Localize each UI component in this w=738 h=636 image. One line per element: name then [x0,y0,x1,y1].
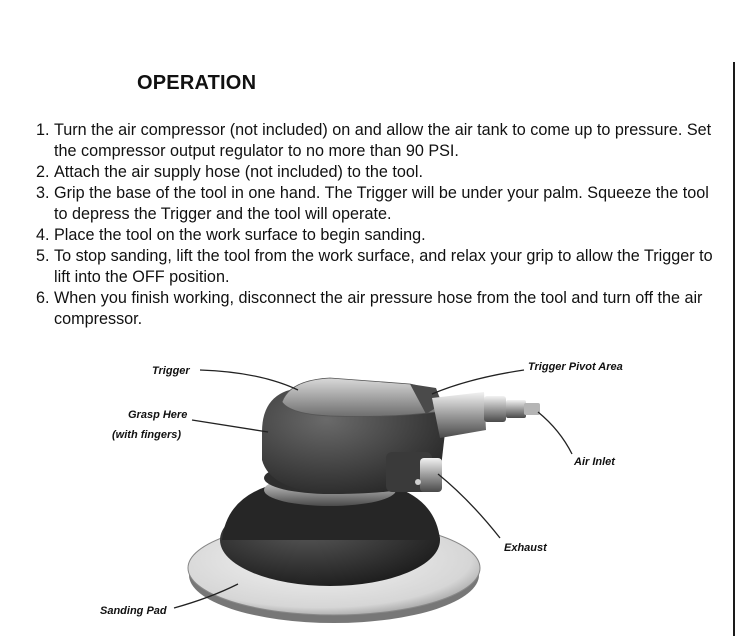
step-item: 2. Attach the air supply hose (not included) to the tool. [36,163,423,181]
label-grasp-line2: (with fingers) [112,429,182,441]
sander-diagram [0,340,738,636]
label-air-inlet: Air Inlet [574,456,615,468]
step-item: 3. Grip the base of the tool in one hand. The Trigger will be under your palm. Squeeze the tool to depress the Trigger and the tool will operate. [36,184,709,223]
operation-steps [36,120,716,330]
label-grasp-line1: Grasp Here [128,409,188,421]
step-item: 5. To stop sanding, lift the tool from the work surface, and relax your grip to allow the Trigger to lift into the OFF position. [36,247,713,286]
label-sanding-pad: Sanding Pad [100,605,167,617]
trigger-lever-shape [282,378,442,417]
step-item: 1. Turn the air compressor (not included) on and allow the air tank to come up to pressure. Set the compressor output regulator to no more than 90 PSI. [36,121,712,160]
step-item: 4. Place the tool on the work surface to begin sanding. [36,226,426,244]
air-inlet-fitting-shape [432,392,540,438]
leader-exhaust [438,474,500,538]
label-trigger: Trigger [152,365,190,377]
leader-air-inlet [538,412,572,454]
leader-grasp [192,420,268,432]
label-trigger-pivot: Trigger Pivot Area [528,361,623,373]
leader-trigger-pivot [432,370,524,394]
leader-trigger [200,370,298,390]
section-title: OPERATION [137,72,257,94]
label-exhaust: Exhaust [504,542,547,554]
step-item: 6. When you finish working, disconnect the air pressure hose from the tool and turn off the air compressor. [36,289,703,328]
